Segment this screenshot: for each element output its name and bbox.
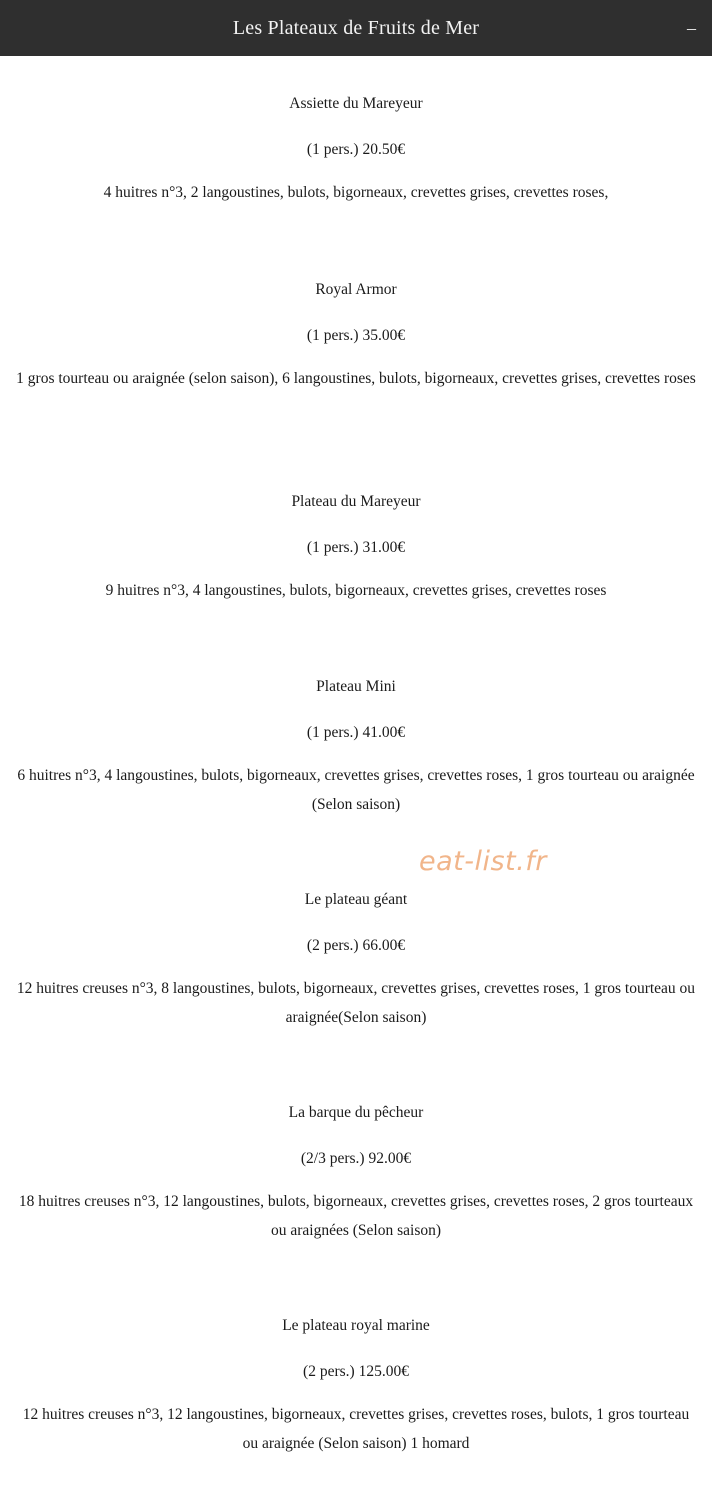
item-description: 12 huitres creuses n°3, 12 langoustines, bigorneaux, crevettes grises, crevettes roses, bulots, 1 gros tourteau ou araignée (Selon saison) 1 homard — [22, 1406, 690, 1452]
item-price: (1 pers.) 35.00€ — [306, 327, 406, 344]
item-name: Le plateau géant — [304, 891, 408, 908]
item-description: 9 huitres n°3, 4 langoustines, bulots, bigorneaux, crevettes grises, crevettes roses — [105, 582, 607, 599]
menu-item — [14, 890, 698, 1032]
menu-item — [14, 492, 698, 605]
menu-item — [14, 1103, 698, 1245]
item-price: (2 pers.) 66.00€ — [306, 937, 406, 954]
item-price: (1 pers.) 20.50€ — [306, 141, 406, 158]
collapse-icon[interactable]: – — [687, 18, 696, 38]
menu-item — [14, 94, 698, 207]
menu-item — [14, 280, 698, 393]
menu-item — [14, 677, 698, 819]
item-name: Le plateau royal marine — [282, 1317, 430, 1334]
item-name: Assiette du Mareyeur — [289, 95, 423, 112]
item-description: 6 huitres n°3, 4 langoustines, bulots, bigorneaux, crevettes grises, crevettes roses, 1 gros tourteau ou araignée (Selon saison) — [17, 767, 695, 813]
item-description: 18 huitres creuses n°3, 12 langoustines, bulots, bigorneaux, crevettes grises, crevettes roses, 2 gros tourteaux ou araignées (Selon saison) — [18, 1193, 694, 1239]
item-price: (1 pers.) 31.00€ — [306, 539, 406, 556]
item-name: Plateau Mini — [316, 678, 396, 695]
section-title: Les Plateaux de Fruits de Mer — [232, 16, 480, 39]
item-price: (2 pers.) 125.00€ — [303, 1363, 409, 1380]
section-header[interactable] — [0, 0, 712, 56]
item-description: 12 huitres creuses n°3, 8 langoustines, bulots, bigorneaux, crevettes grises, crevettes roses, 1 gros tourteau ou araignée(Selon saison) — [16, 980, 696, 1026]
item-name: La barque du pêcheur — [288, 1104, 424, 1121]
item-name: Plateau du Mareyeur — [291, 493, 421, 510]
item-price: (2/3 pers.) 92.00€ — [300, 1150, 412, 1167]
watermark-logo: eat-list.fr — [419, 846, 547, 877]
item-name: Royal Armor — [315, 281, 397, 298]
item-price: (1 pers.) 41.00€ — [306, 724, 406, 741]
item-description: 1 gros tourteau ou araignée (selon saison), 6 langoustines, bulots, bigorneaux, crevettes grises, crevettes roses — [16, 370, 696, 387]
item-description: 4 huitres n°3, 2 langoustines, bulots, bigorneaux, crevettes grises, crevettes roses, — [103, 184, 609, 201]
menu-item — [14, 1316, 698, 1458]
